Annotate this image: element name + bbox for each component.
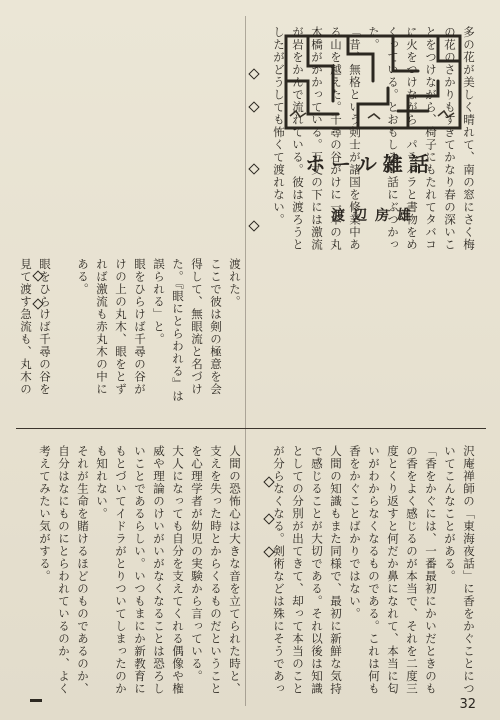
author-name: 渡辺房雄 [331, 208, 419, 224]
text-column-top-right: 多の花が美しく晴れて、南の窓にさく梅の花のさかりもすぎてかなり春の深いことをつけながら、椅子にもたれてタバコに火をつけながら、パラパラと書物をめくっている。とおもしろい話にぶつかった。 「昔、無格という剣士が諸国を修業中ある山を越えた。千尋の谷がけに一本の丸木橋がかかっている。万丈の下には激流が岩をかんで流れている。彼は渡ろうとしたがどうしても怖くて渡れない。 [272, 26, 476, 251]
diamond-ornament-icon [248, 220, 259, 231]
article-title: ホール雑話 [305, 152, 435, 176]
diamond-ornament-icon [248, 101, 259, 112]
title-block [290, 148, 450, 188]
horizontal-rule [16, 428, 486, 429]
column-rule [245, 16, 246, 706]
text-column-bottom-right: 沢庵禅師の「東海夜話」に香をかぐことについてこんなことがある。 「香をかぐには、一番最初にかいだときのもの香をよく感じるのが本当で、それを二度三度とくり返すと何だか鼻になれて、本当に匂いがわからなくなるものである。これは何も香をかぐことばかりではない。 人間の知識もまた同様で、最初に新鮮な気持で感じることが大切である。それ以後は知識としての分別が出てきて、却って本当のことが分らなくなる。剣術などは殊にそうであっ [272, 445, 476, 695]
text-column-bottom-left: 人間の恐怖心は大きな音を立てられた時と、支えを失った時とからくるものだということを心理学者が幼児の実験から言っている。 大人になっても自分を支えてくれる偶像や権威や理論のけいがいがなくなることは恐ろしいことであるらしい。いつもまにか新教育にもとづいてイドラがとりついてしまったのかも知れない。 それが生命を賭けるほどのものであるのか、自分はなにものにとらわれているのか、よく考えてみたい気がする。 [38, 445, 242, 695]
text-column-middle-left: 渡れた。 ここで彼は剣の極意を会得して、無眼流と名づけた。『眼にとらわれる』は誤られる」と。 眼をひらけば千尋の谷がけの上の丸木、眼をとずれば激流も赤丸木の中にある。 眼をひらけば千尋の谷を見て渡す急流も、丸木の [19, 258, 242, 403]
footer-mark [30, 699, 42, 702]
diamond-ornament-icon [248, 163, 259, 174]
page-number: 32 [459, 697, 476, 712]
maze-illustration [278, 26, 468, 136]
diamond-ornament-icon [248, 68, 259, 79]
